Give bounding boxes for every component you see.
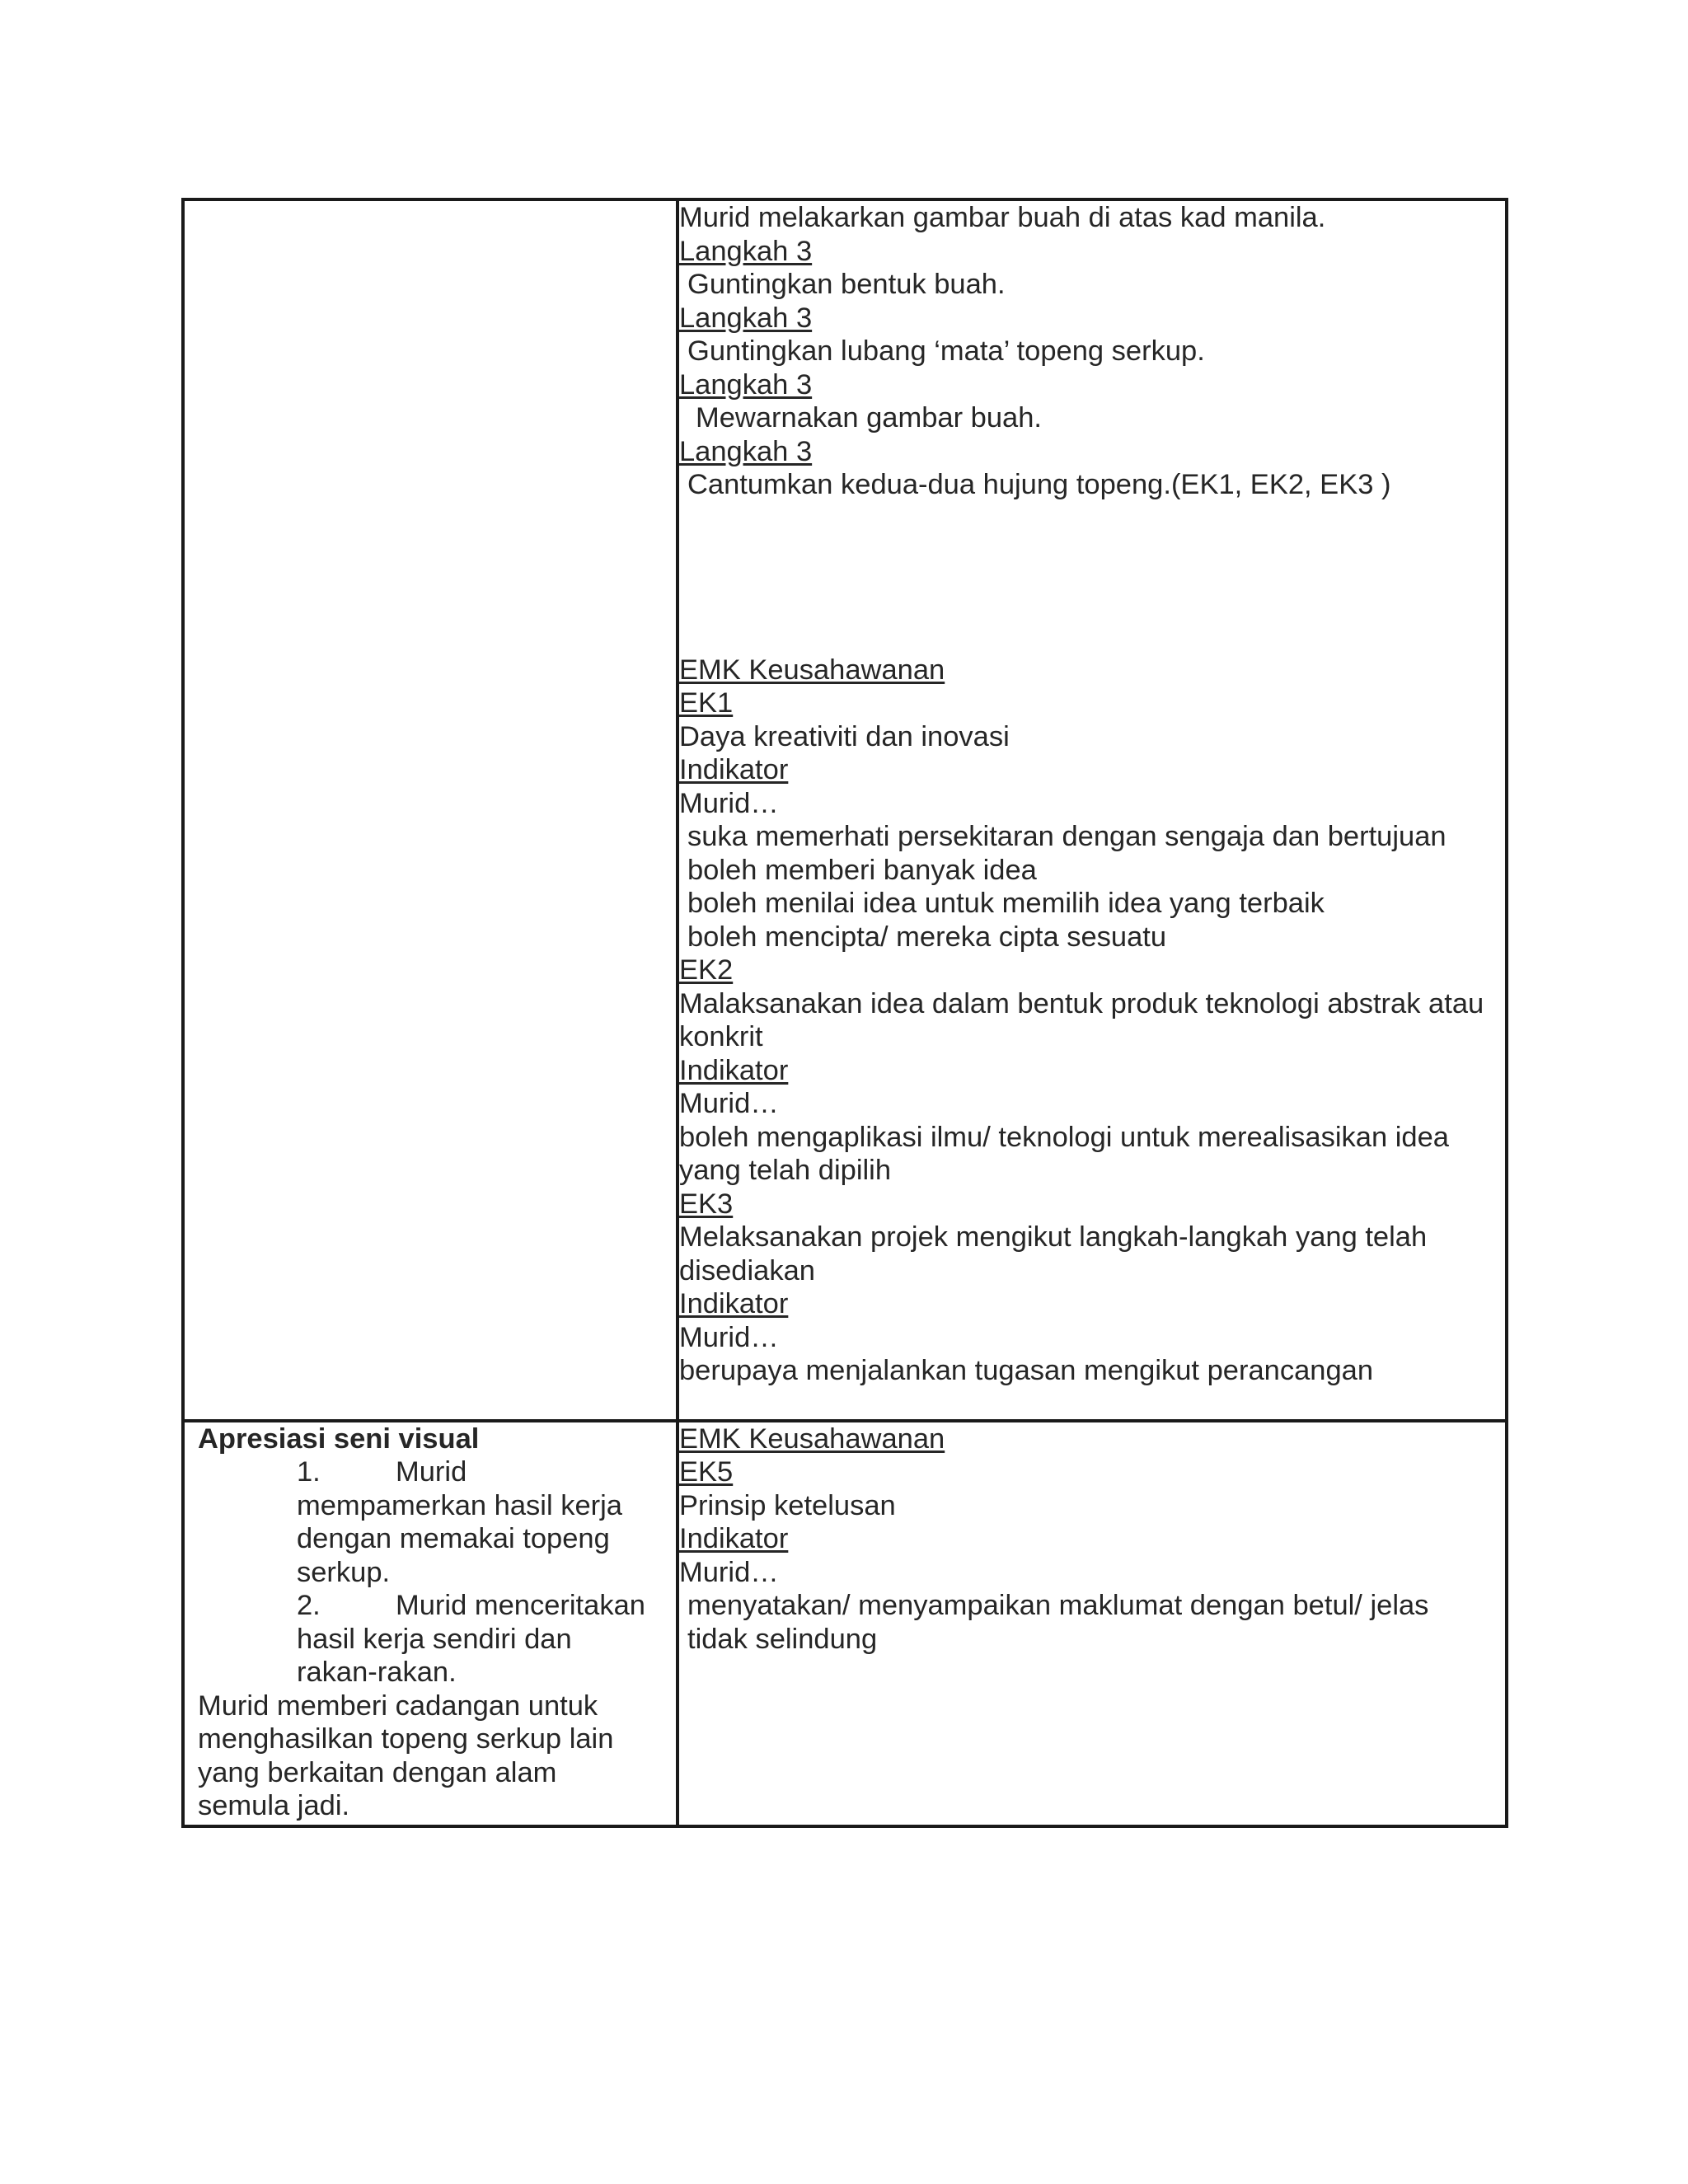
item-text: dengan memakai topeng bbox=[297, 1523, 610, 1554]
indicator-item: menyatakan/ menyampaikan maklumat dengan betul/ jelas bbox=[687, 1590, 1429, 1621]
item-text: hasil kerja sendiri dan bbox=[297, 1623, 572, 1655]
ek-title: Malaksanakan idea dalam bentuk produk teknologi abstrak atau bbox=[679, 987, 1484, 1019]
ek-code: EK1 bbox=[679, 687, 734, 719]
table-row bbox=[183, 1421, 1507, 1826]
indicator-subject: Murid… bbox=[679, 1556, 779, 1588]
ek-title: disediakan bbox=[679, 1254, 815, 1286]
closing-text: menghasilkan topeng serkup lain bbox=[198, 1723, 614, 1755]
ek-code: EK2 bbox=[679, 954, 734, 986]
item-text: serkup. bbox=[297, 1556, 391, 1588]
indicator-subject: Murid… bbox=[679, 787, 779, 819]
item-text: Murid menceritakan bbox=[396, 1590, 645, 1621]
indicator-item: boleh menilai idea untuk memilih idea yang terbaik bbox=[687, 888, 1325, 919]
step-text: Guntingkan lubang ‘mata’ topeng serkup. bbox=[687, 335, 1205, 367]
indicator-heading: Indikator bbox=[679, 1054, 789, 1086]
lesson-plan-table bbox=[181, 198, 1508, 1828]
ek-code: EK3 bbox=[679, 1188, 734, 1220]
indicator-heading: Indikator bbox=[679, 1523, 789, 1554]
indicator-item: berupaya menjalankan tugasan mengikut perancangan bbox=[679, 1355, 1374, 1386]
indicator-item: boleh mengaplikasi ilmu/ teknologi untuk merealisasikan idea bbox=[679, 1121, 1449, 1153]
numbered-item bbox=[198, 1455, 676, 1589]
step-text: Guntingkan bentuk buah. bbox=[687, 269, 1006, 300]
numbered-item bbox=[198, 1589, 676, 1690]
indicator-item: yang telah dipilih bbox=[679, 1155, 892, 1186]
step-intro-text: Murid melakarkan gambar buah di atas kad manila. bbox=[679, 202, 1326, 233]
ek-title: Daya kreativiti dan inovasi bbox=[679, 720, 1010, 752]
indicator-item: boleh memberi banyak idea bbox=[687, 854, 1037, 886]
closing-text: yang berkaitan dengan alam bbox=[198, 1756, 557, 1788]
table-row bbox=[183, 199, 1507, 1421]
row1-right-cell bbox=[678, 199, 1507, 1421]
step-heading: Langkah 3 bbox=[679, 302, 813, 334]
closing-text: semula jadi. bbox=[198, 1790, 350, 1821]
step-heading: Langkah 3 bbox=[679, 368, 813, 401]
item-text: rakan-rakan. bbox=[297, 1657, 457, 1688]
ek-title: Prinsip ketelusan bbox=[679, 1489, 896, 1521]
ek-code: EK5 bbox=[679, 1456, 734, 1488]
row1-left-cell bbox=[183, 199, 678, 1421]
step-heading: Langkah 3 bbox=[679, 435, 813, 467]
indicator-heading: Indikator bbox=[679, 1288, 789, 1319]
emk-heading: EMK Keusahawanan bbox=[679, 654, 945, 686]
item-number: 2. bbox=[297, 1590, 321, 1621]
indicator-subject: Murid… bbox=[679, 1321, 779, 1353]
item-number: 1. bbox=[297, 1456, 321, 1488]
row2-right-cell bbox=[678, 1421, 1507, 1826]
ek-title: Melaksanakan projek mengikut langkah-langkah yang telah bbox=[679, 1221, 1428, 1253]
indicator-heading: Indikator bbox=[679, 754, 789, 785]
indicator-item: suka memerhati persekitaran dengan sengaja dan bertujuan bbox=[687, 821, 1447, 852]
step-text: Mewarnakan gambar buah. bbox=[696, 402, 1042, 434]
item-text: mempamerkan hasil kerja bbox=[297, 1489, 622, 1521]
step-heading: Langkah 3 bbox=[679, 235, 813, 267]
indicator-subject: Murid… bbox=[679, 1088, 779, 1119]
ek-title: konkrit bbox=[679, 1021, 763, 1052]
indicator-item: tidak selindung bbox=[687, 1623, 878, 1655]
indicator-item: boleh mencipta/ mereka cipta sesuatu bbox=[687, 921, 1167, 953]
step-text: Cantumkan kedua-dua hujung topeng.(EK1, EK2, EK3 ) bbox=[687, 469, 1391, 500]
closing-text: Murid memberi cadangan untuk bbox=[198, 1690, 598, 1722]
row2-left-cell bbox=[183, 1421, 678, 1826]
section-heading: Apresiasi seni visual bbox=[198, 1422, 480, 1455]
emk-heading: EMK Keusahawanan bbox=[679, 1422, 945, 1455]
item-text: Murid bbox=[396, 1456, 467, 1488]
